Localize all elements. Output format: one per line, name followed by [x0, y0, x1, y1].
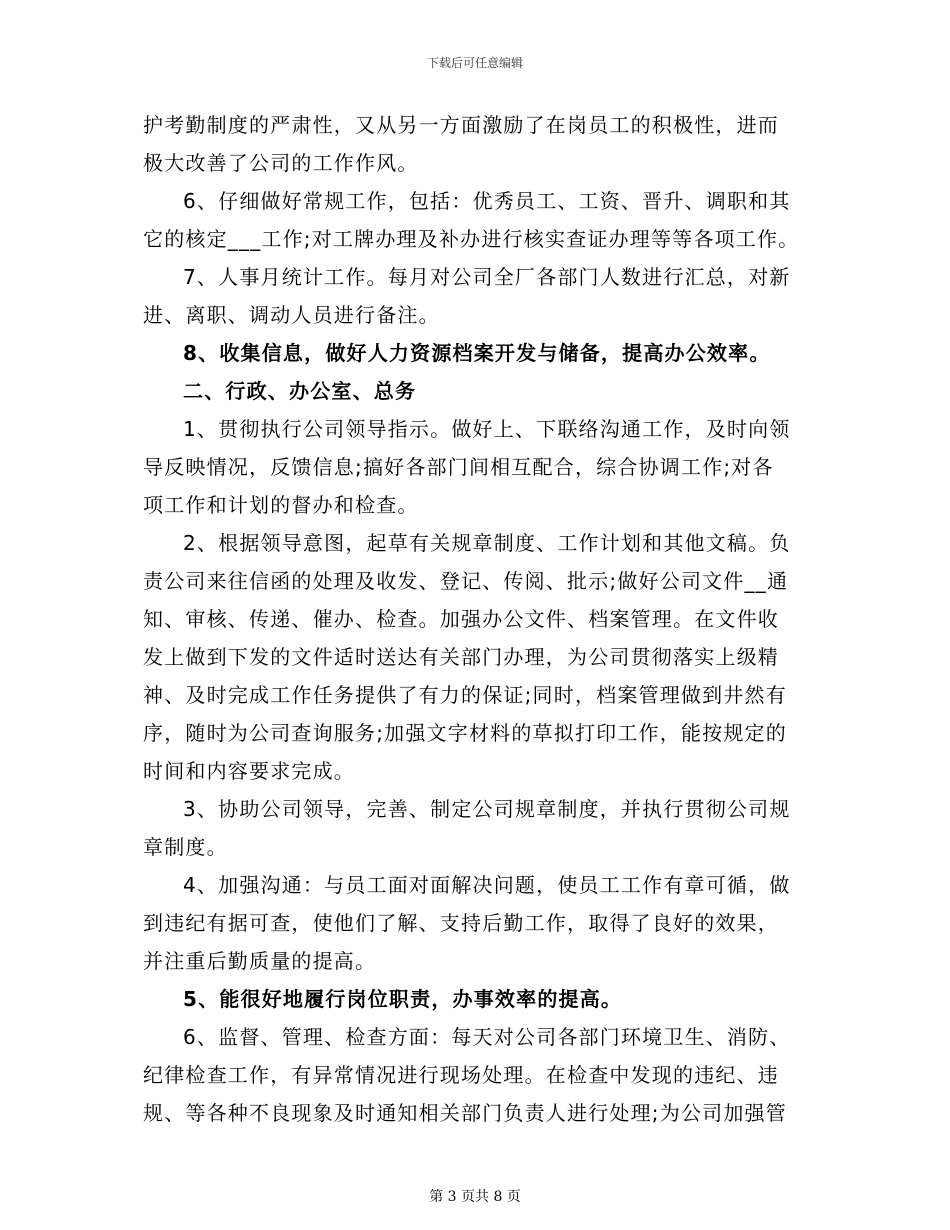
paragraph-line: 7、人事月统计工作。每月对公司全厂各部门人数进行汇总，对新 [183, 265, 791, 289]
paragraph-line: 神、及时完成工作任务提供了有力的保证;同时，档案管理做到井然有 [143, 683, 787, 707]
paragraph-line: 并注重后勤质量的提高。 [143, 949, 377, 973]
page-header: 下载后可任意编辑 [426, 56, 523, 70]
paragraph-line: 护考勤制度的严肃性，又从另一方面激励了在岗员工的积极性，进而 [143, 113, 779, 137]
paragraph-line: 6、监督、管理、检查方面：每天对公司各部门环境卫生、消防、 [183, 1025, 791, 1049]
page-footer: 第 3 页共 8 页 [429, 1189, 521, 1205]
paragraph-line: 进、离职、调动人员进行备注。 [143, 303, 440, 327]
paragraph-line: 到违纪有据可查，使他们了解、支持后勤工作，取得了良好的效果， [143, 911, 779, 935]
paragraph-line: 1、贯彻执行公司领导指示。做好上、下联络沟通工作，及时向领 [183, 417, 791, 441]
paragraph-line: 4、加强沟通：与员工面对面解决问题，使员工工作有章可循，做 [183, 873, 791, 897]
heading-line: 5、能很好地履行岗位职责，办事效率的提高。 [183, 987, 623, 1011]
heading-line: 二、行政、办公室、总务 [183, 379, 417, 403]
paragraph-line: 规、等各种不良现象及时通知相关部门负责人进行处理;为公司加强管 [143, 1101, 787, 1125]
paragraph-line: 知、审核、传递、催办、检查。加强办公文件、档案管理。在文件收 [143, 607, 779, 631]
paragraph-line: 3、协助公司领导，完善、制定公司规章制度，并执行贯彻公司规 [183, 797, 791, 821]
paragraph-line: 时间和内容要求完成。 [143, 759, 355, 783]
paragraph-line: 6、仔细做好常规工作，包括：优秀员工、工资、晋升、调职和其 [183, 189, 791, 213]
paragraph-line: 责公司来往信函的处理及收发、登记、传阅、批示;做好公司文件__通 [143, 569, 789, 593]
paragraph-line: 发上做到下发的文件适时送达有关部门办理，为公司贯彻落实上级精 [143, 645, 779, 669]
paragraph-line: 项工作和计划的督办和检查。 [143, 493, 419, 517]
paragraph-line: 它的核定___工作;对工牌办理及补办进行核实查证办理等等各项工作。 [143, 227, 800, 251]
paragraph-line: 序，随时为公司查询服务;加强文字材料的草拟打印工作，能按规定的 [143, 721, 787, 745]
paragraph-line: 导反映情况，反馈信息;搞好各部门间相互配合，综合协调工作;对各 [143, 455, 774, 479]
paragraph-line: 章制度。 [143, 835, 228, 859]
paragraph-line: 极大改善了公司的工作作风。 [143, 151, 419, 175]
paragraph-line: 纪律检查工作，有异常情况进行现场处理。在检查中发现的违纪、违 [143, 1063, 779, 1087]
heading-line: 8、收集信息，做好人力资源档案开发与储备，提高办公效率。 [183, 341, 771, 365]
paragraph-line: 2、根据领导意图，起草有关规章制度、工作计划和其他文稿。负 [183, 531, 791, 555]
